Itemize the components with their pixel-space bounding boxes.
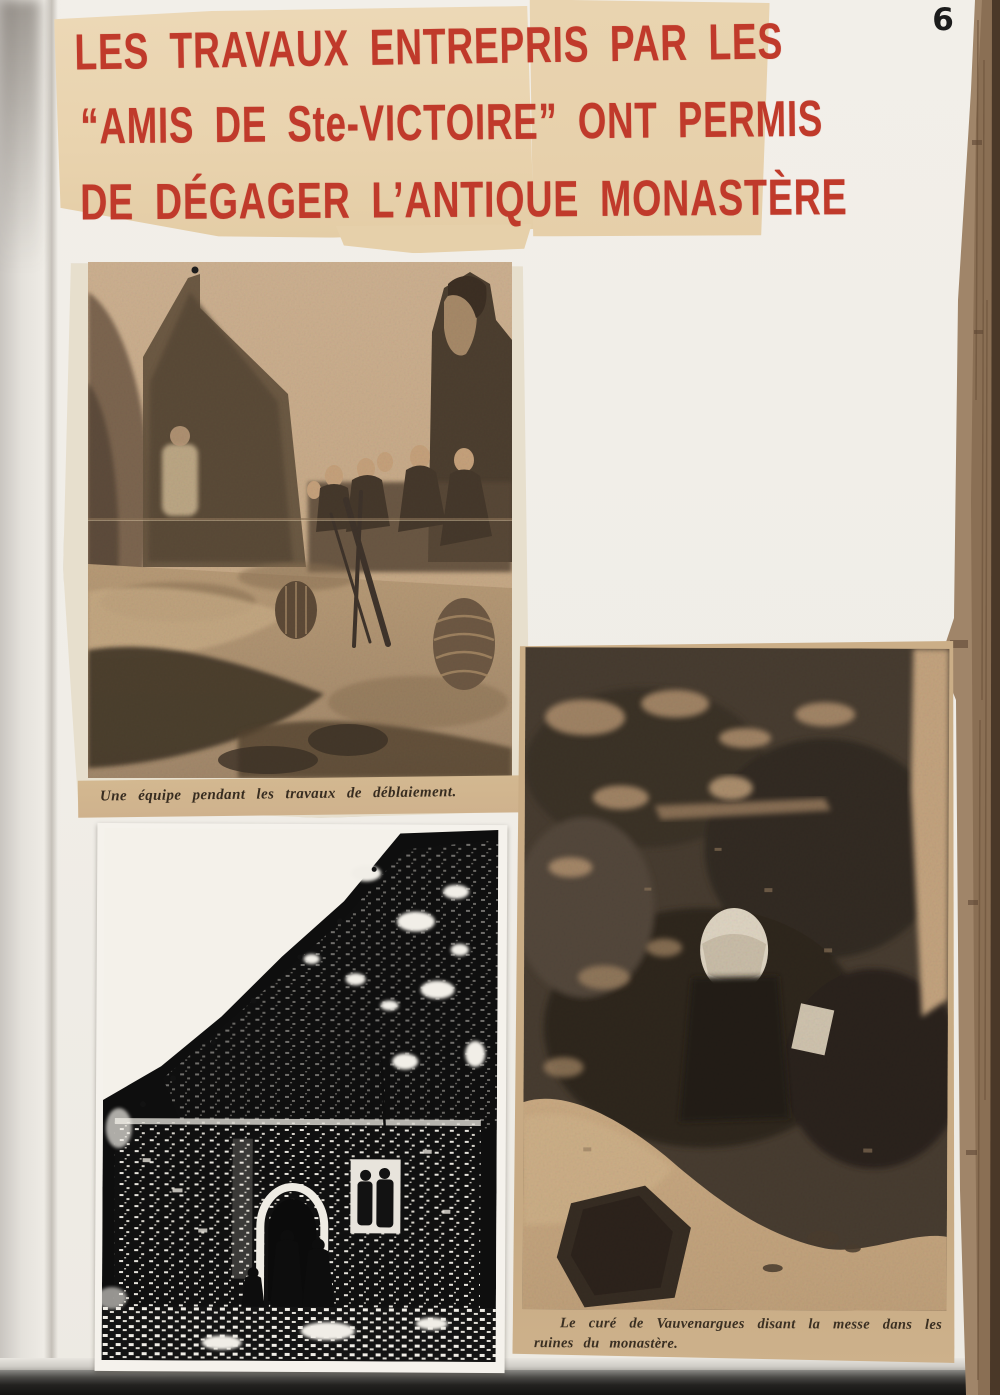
- headline-line-3: DE DÉGAGER L’ANTIQUE MONASTÈRE: [80, 167, 848, 231]
- priest-mass-photo: [523, 647, 950, 1311]
- book-bottom-edge: [0, 1370, 1000, 1395]
- caption-team-strip: [78, 775, 530, 818]
- gutter-top-shadow: [0, 0, 40, 300]
- caption-team-text: Une équipe pendant les travaux de déblaiement.: [99, 784, 457, 805]
- headline-line-1: LES TRAVAUX ENTREPRIS PAR LES: [74, 11, 784, 81]
- caption-priest-text: Le curé de Vauvenargues disant la messe dans les ruines du monastère.: [533, 1315, 943, 1352]
- workers-photo: [88, 262, 512, 778]
- headline-line-2: “AMIS DE Ste-VICTOIRE” ONT PERMIS: [80, 89, 824, 155]
- gutter-shadow: [44, 0, 58, 1395]
- page-number: 6: [932, 2, 954, 38]
- cliff-ruins-photo: [102, 828, 499, 1362]
